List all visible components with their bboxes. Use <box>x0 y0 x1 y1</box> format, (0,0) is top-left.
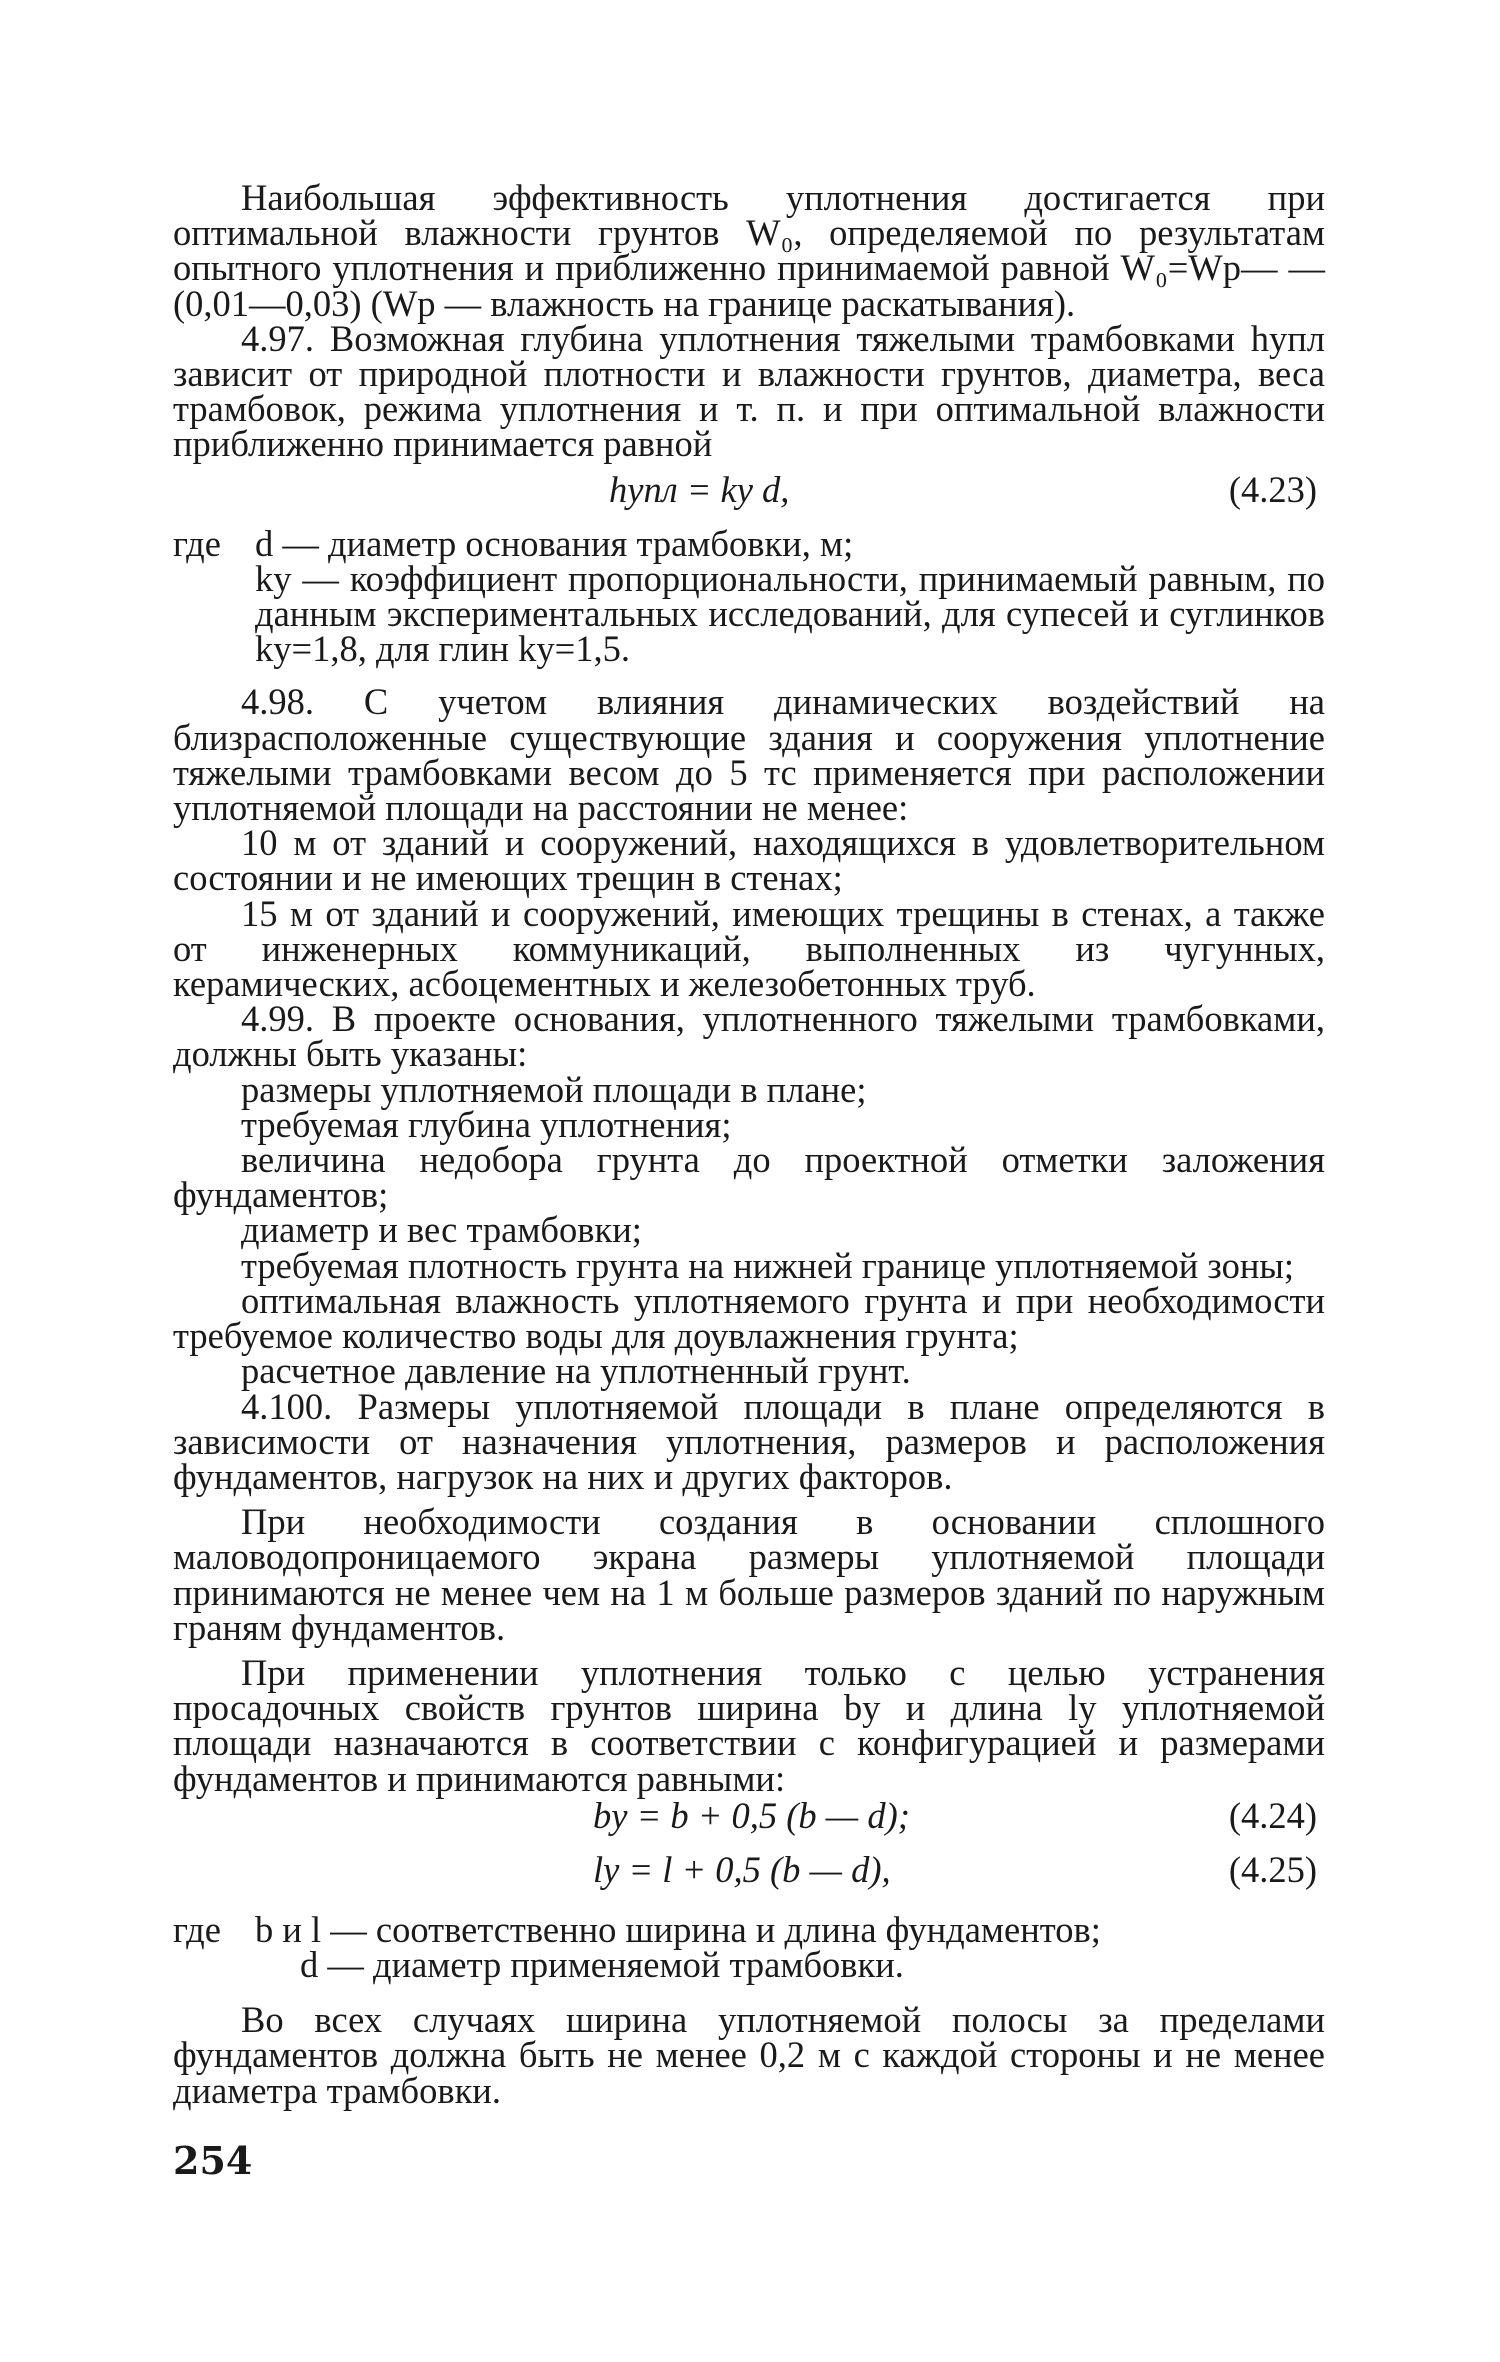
paragraph-4-100-screen: При необходимости создания в основании сплошного маловодопроницаемого экрана размеры уплотняемой площади принимаются не менее чем на 1 м больше размеров зданий по наружным граням фундаментов. <box>173 1501 1325 1648</box>
paragraph-4-98: 4.98. С учетом влияния динамических воздействий на близрасположенные существующие здания и сооружения уплотнение тяжелыми трамбовками весом до 5 тс применяется при расположении уплотняемой площади на расстоянии не менее: <box>173 681 1325 829</box>
paragraph-strip-width: Во всех случаях ширина уплотняемой полосы за пределами фундаментов должна быть не менее 0,2 м с каждой стороны и не менее диаметра трамбовки. <box>173 1999 1325 2111</box>
formula-4-25 <box>173 1848 1325 1894</box>
paragraph-4-99: 4.99. В проекте основания, уплотненного тяжелыми трамбовками, должны быть указаны: <box>173 998 1325 1075</box>
formula-4-24-number: (4.24) <box>1228 1794 1317 1836</box>
page-number: 254 <box>173 2138 253 2183</box>
where-block-2 <box>173 1908 1325 1985</box>
list-item: оптимальная влажность уплотняемого грунта и при необходимости требуемое количество воды для доувлажнения грунта; <box>173 1279 1325 1357</box>
formula-4-23-number: (4.23) <box>1228 468 1317 510</box>
list-item: диаметр и вес трамбовки; <box>241 1209 642 1251</box>
where-lead: где <box>173 1908 221 1950</box>
list-item: требуемая глубина уплотнения; <box>241 1103 732 1145</box>
where-block-1 <box>173 522 1325 670</box>
list-item: величина недобора грунта до проектной отметки заложения фундаментов; <box>173 1139 1325 1216</box>
paragraph-4-100: 4.100. Размеры уплотняемой площади в плане определяются в зависимости от назначения уплотнения, размеров и расположения фундаментов, нагрузок на них и других факторов. <box>173 1385 1325 1497</box>
where-d-definition-2: d — диаметр применяемой трамбовки. <box>300 1943 904 1985</box>
paragraph-4-98-item-15m: 15 м от зданий и сооружений, имеющих трещины в стенах, а также от инженерных коммуникаций, выполненных из чугунных, керамических, асбоцементных и железобетонных труб. <box>173 892 1325 1005</box>
formula-4-23-expression: hупл = kу d, <box>609 468 790 510</box>
list-item: размеры уплотняемой площади в плане; <box>241 1068 867 1110</box>
formula-4-25-number: (4.25) <box>1228 1848 1317 1890</box>
formula-4-25-expression: lу = l + 0,5 (b — d), <box>593 1848 891 1890</box>
formula-4-24-expression: bу = b + 0,5 (b — d); <box>593 1794 910 1836</box>
where-b-l-definition: b и l — соответственно ширина и длина фундаментов; <box>255 1908 1101 1950</box>
page-text <box>173 177 1325 2111</box>
where-lead: где <box>173 522 221 564</box>
list-item: требуемая плотность грунта на нижней границе уплотняемой зоны; <box>241 1244 1295 1286</box>
paragraph-optimal-moisture: Наибольшая эффективность уплотнения достигается при оптимальной влажности грунтов W₀, определяемой по результатам опытного уплотнения и приближенно принимаемой равной W₀=Wp— —(0,01—0,03) (Wp — влажность на границе раскатывания). <box>173 177 1325 324</box>
where-k-definition: kу — коэффициент пропорциональности, принимаемый равным, по данным экспериментальных исследований, для супесей и суглинков kу=1,8, для глин kу=1,5. <box>255 557 1325 670</box>
paragraph-4-100-subsidence: При применении уплотнения только с целью устранения просадочных свойств грунтов ширина bу и длина lу уплотняемой площади назначаются в соответствии с конфигурацией и размерами фундаментов и принимаются равными: <box>173 1651 1325 1799</box>
formula-4-24 <box>173 1794 1325 1840</box>
formula-4-23 <box>173 468 1325 514</box>
list-item: расчетное давление на уплотненный грунт. <box>241 1350 911 1392</box>
paragraph-4-97: 4.97. Возможная глубина уплотнения тяжелыми трамбовками hупл зависит от природной плотности и влажности грунтов, диаметра, веса трамбовок, режима уплотнения и т. п. и при оптимальной влажности приближенно принимается равной <box>173 317 1325 465</box>
where-d-definition: d — диаметр основания трамбовки, м; <box>255 522 854 564</box>
paragraph-4-98-item-10m: 10 м от зданий и сооружений, находящихся в удовлетворительном состоянии и не имеющих трещин в стенах; <box>173 822 1325 899</box>
